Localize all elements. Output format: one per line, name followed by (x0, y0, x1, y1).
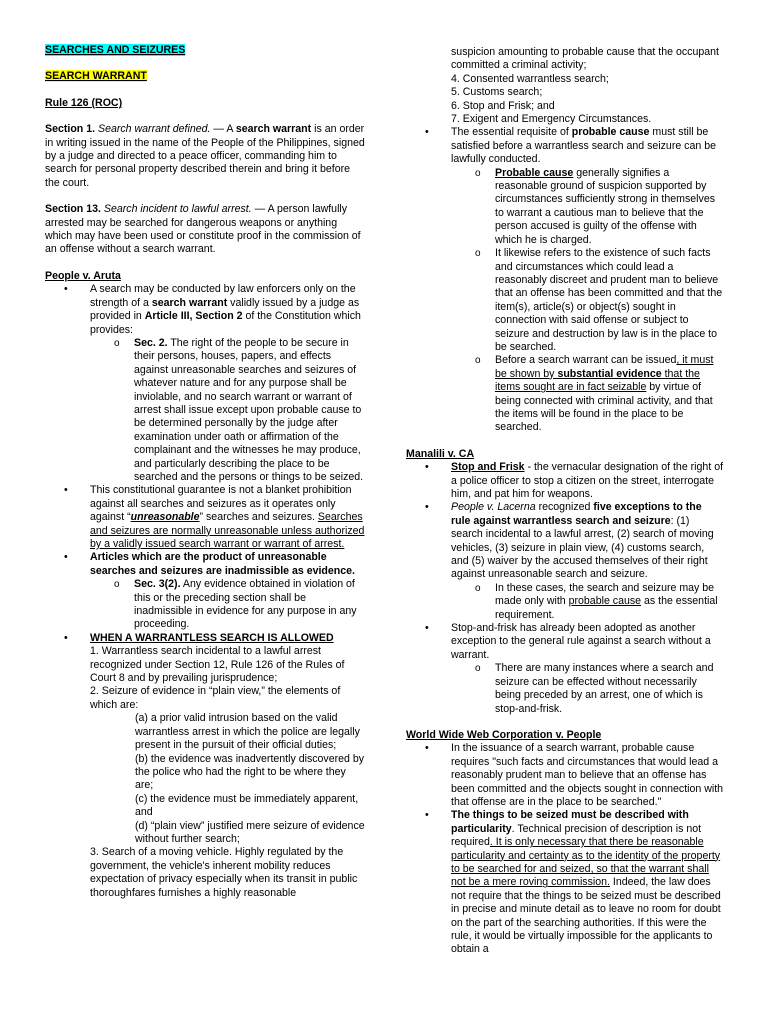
exceptions-continued (406, 46, 724, 126)
list-item: • People v. Lacerna recognized five exceptions to the rule against warrantless search and seizure: (1) search incidental to a lawful arrest, (2) search of moving vehicles, (3) seizure in plain view, (4) customs search, and (5) waiver by the accused themselves of their right against unreasonable search and seizure. o In these cases, the search and seizure may be made only with probable cause as the essential requirement. (451, 501, 724, 622)
list-item: • WHEN A WARRANTLESS SEARCH IS ALLOWED 1. Warrantless search incidental to a lawful arrest recognized under Section 12, Rule 126 of the Rules of Court 8 and by prevailing jurisprudence; 2. Seizure of evidence in “plain view,” the elements of which are: (a) a prior valid intrusion based on the valid warrantless arrest in which the police are legally present in the pursuit of their official duties; (b) the evidence was inadvertently discovered by the police who had the right to be where they are; (c) the evidence must be immediately apparent, and (d) “plain view” justified mere seizure of evidence without further search; 3. Search of a moving vehicle. Highly regulated by the government, the vehicle's inherent mobility reduces expectation of privacy especially when its transit in public thoroughfares furnishes a highly reasonable (90, 632, 365, 900)
list-item: • Articles which are the product of unreasonable searches and seizures are inadmissible as evidence. o Sec. 3(2). Any evidence obtained in violation of this or the preceding section shall be inadmissible in evidence for any purpose in any proceeding. (90, 551, 365, 631)
list-item: • The essential requisite of probable cause must still be satisfied before a warrantless search and seizure can be lawfully conducted. o Probable cause generally signifies a reasonable ground of suspicion supported by circumstances sufficiently strong in themselves to warrant a cautious man to believe that the person accused is guilty of the offense with which he is charged. o It likewise refers to the existence of such facts and circumstances which could lead a reasonably discreet and prudent man to believe that an offense has been committed and that the item(s), article(s) or object(s) sought in connection with said offense or subject to seizure and destruction by law is in the place to be searched. o Before a search warrant can be issued, it must be shown by substantial evidence that the items sought are in fact seizable by virtue of being connected with criminal activity, and that the items will be found in the place to be searched. (451, 126, 724, 434)
case-heading-www: World Wide Web Corporation v. People (406, 728, 602, 741)
exception-1: 1. Warrantless search incidental to a lawful arrest recognized under Section 12, Rule 126 of the Rules of Court 8 and by prevailing jurisprudence; (90, 645, 345, 685)
continued-text: suspicion amounting to probable cause that the occupant committed a criminal activity; (451, 46, 719, 72)
exception-7: 7. Exigent and Emergency Circumstances. (451, 113, 652, 126)
case-heading-manalili: Manalili v. CA (406, 447, 475, 460)
list-item: • This constitutional guarantee is not a blanket prohibition against all searches and seizures as it operates only against “unreasonable” searches and seizures. Searches and seizures are normally unreasonable unless authorized by a validly issued search warrant or warrant of arrest. (90, 484, 365, 551)
sub-list (90, 578, 365, 632)
left-column (45, 44, 365, 900)
list-item: o In these cases, the search and seizure may be made only with probable cause as the essential requirement. (495, 582, 724, 622)
exception-2: 2. Seizure of evidence in “plain view,” the elements of which are: (90, 685, 341, 711)
section-13: Section 13. Search incident to lawful arrest. — A person lawfully arrested may be searched for dangerous weapons or anything which may have been used or constitute proof in the commission of an offense without a search warrant. (45, 203, 361, 256)
list-item: • The things to be seized must be described with particularity. Technical precision of description is not required. It is only necessary that there be reasonable particularity and certainty as to the identity of the property to be searched for and seized, so that the warrant shall not be a mere roving commission. Indeed, the law does not require that the things to be seized must be described in precise and minute detail as to leave no room for doubt on the part of the searching authorities. If this were the rule, it would be virtually impossible for the applicants to obtain a (451, 809, 724, 956)
rule-heading: Rule 126 (ROC) (45, 96, 123, 109)
list-item: o Sec. 3(2). Any evidence obtained in violation of this or the preceding section shall be inadmissible in evidence for any purpose in any proceeding. (134, 578, 365, 632)
list-item: • In the issuance of a search warrant, probable cause requires "such facts and circumstances that would lead a reasonably prudent man to believe that an offense has been committed and the objects sought in connection with that offense are in the place to be searched." (451, 742, 724, 809)
plain-view-c: (c) the evidence must be immediately apparent, and (135, 792, 359, 819)
www-list (406, 742, 724, 957)
list-item: • Stop-and-frisk has already been adopted as another exception to the general rule against a search without a warrant. o There are many instances where a search and seizure can be effected without necessarily being preceded by an arrest, one of which is stop-and-frisk. (451, 622, 724, 716)
list-item: • A search may be conducted by law enforcers only on the strength of a search warrant validly issued by a judge as provided in Article III, Section 2 of the Constitution which provides: o Sec. 2. The right of the people to be secure in their persons, houses, papers, and effects against unreasonable searches and seizures of whatever nature and for any purpose shall be inviolable, and no search warrant or warrant of arrest shall issue except upon probable cause to be determined personally by the judge after examination under oath or affirmation of the complainant and the witnesses he may produce, and particularly describing the place to be searched and the persons or things to be seized. (90, 283, 365, 484)
aruta-list (45, 283, 365, 900)
list-item: • Stop and Frisk - the vernacular designation of the right of a police officer to stop a citizen on the street, interrogate him, and pat him for weapons. (451, 461, 724, 501)
sub-list (90, 337, 365, 484)
list-item: o There are many instances where a search and seizure can be effected without necessarily being preceded by an arrest, one of which is stop-and-frisk. (495, 662, 724, 716)
plain-view-a: (a) a prior valid intrusion based on the valid warrantless arrest in which the police are legally present in the pursuit of their official duties; (135, 712, 360, 752)
list-item: o Probable cause generally signifies a reasonable ground of suspicion supported by circumstances sufficiently strong in themselves to warrant a cautious man to believe that the person accused is guilty of the offense with which he is charged. (495, 167, 724, 247)
right-column (406, 46, 724, 957)
case-heading-aruta: People v. Aruta (45, 269, 121, 282)
section-1: Section 1. Search warrant defined. — A search warrant is an order in writing issued in the name of the People of the Philippines, signed by a judge and directed to a peace officer, commanding him to search for personal property described therein and bring it before the court. (45, 123, 365, 189)
list-item: o Sec. 2. The right of the people to be secure in their persons, houses, papers, and effects against unreasonable searches and seizures of whatever nature and for any purpose shall be inviolable, and no search warrant or warrant of arrest shall issue except upon probable cause to be determined personally by the judge after examination under oath or affirmation of the complainant and the witnesses he may produce, and particularly describing the place to be searched and the persons or things to be seized. (134, 337, 365, 484)
plain-view-d: (d) “plain view” justified mere seizure of evidence without further search; (135, 819, 365, 845)
sub-list (451, 167, 724, 435)
manalili-list (406, 461, 724, 716)
exception-6: 6. Stop and Frisk; and (451, 99, 555, 112)
exception-4: 4. Consented warrantless search; (451, 72, 609, 85)
sub-heading: SEARCH WARRANT (45, 70, 147, 83)
sub-list (451, 662, 724, 716)
list-item: o It likewise refers to the existence of such facts and circumstances which could lead a reasonably discreet and prudent man to believe that an offense has been committed and that the item(s), article(s) or object(s) sought in connection with said offense or subject to seizure and destruction by law is in the place to be searched. (495, 247, 724, 354)
main-heading: SEARCHES AND SEIZURES (45, 44, 186, 56)
exception-5: 5. Customs search; (451, 86, 543, 99)
sub-list (451, 582, 724, 622)
list-item: o Before a search warrant can be issued, it must be shown by substantial evidence that the items sought are in fact seizable by virtue of being connected with criminal activity, and that the items will be found in the place to be searched. (495, 354, 724, 434)
exception-3: 3. Search of a moving vehicle. Highly regulated by the government, the vehicle's inherent mobility reduces expectation of privacy especially when its transit in public thoroughfares furnishes a highly reasonable (90, 846, 358, 899)
probable-cause-list (406, 126, 724, 434)
plain-view-b: (b) the evidence was inadvertently discovered by the police who had the right to be where they are; (135, 752, 365, 792)
